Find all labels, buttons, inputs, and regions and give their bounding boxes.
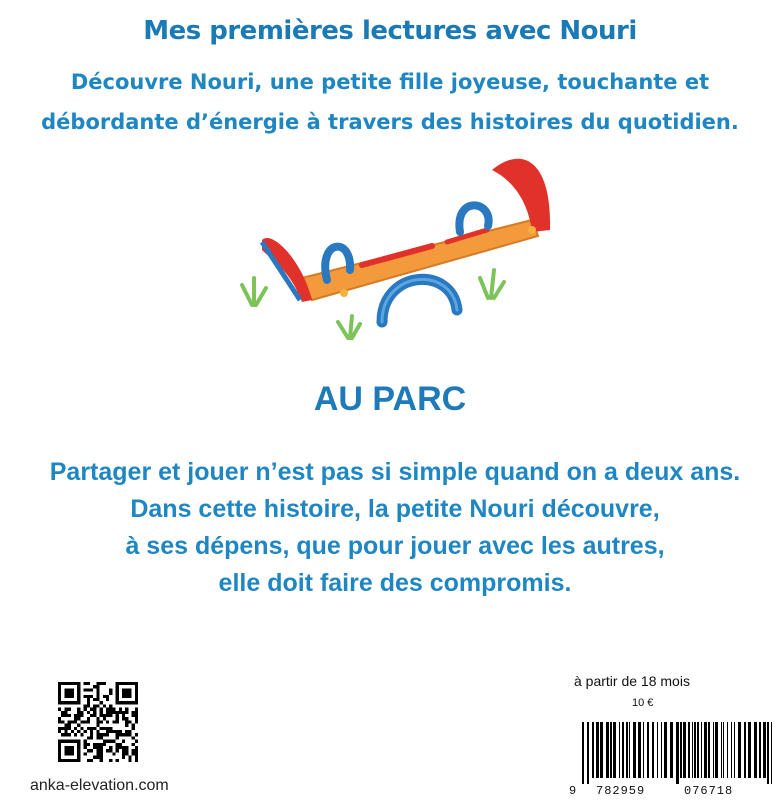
seesaw-seat-right <box>492 159 550 232</box>
isbn-group-2: 076718 <box>684 784 734 798</box>
summary-line: Dans cette histoire, la petite Nouri découvre, <box>130 495 660 523</box>
seesaw-illustration <box>232 150 562 350</box>
series-description <box>0 62 780 142</box>
summary-line: Partager et jouer n’est pas si simple quand on a deux ans. <box>49 458 741 486</box>
seesaw-seat-left <box>262 238 312 302</box>
barcode-box <box>566 716 780 812</box>
summary-line: à ses dépens, que pour jouer avec les autres, <box>125 532 665 560</box>
website-link[interactable]: anka-elevation.com <box>30 777 169 794</box>
series-description-line: Découvre Nouri, une petite fille joyeuse, touchante et <box>70 70 710 94</box>
isbn-lead-digit: 9 <box>569 784 577 798</box>
age-label: à partir de 18 mois <box>574 673 690 689</box>
series-description-line: débordante d’énergie à travers des histoires du quotidien. <box>41 110 739 134</box>
summary-line: elle doit faire des compromis. <box>218 569 572 597</box>
series-title: Mes premières lectures avec Nouri <box>143 16 637 46</box>
book-title: AU PARC <box>313 380 467 418</box>
price-label: 10 € <box>632 697 654 709</box>
seesaw-handle <box>459 205 488 232</box>
book-summary <box>0 454 780 602</box>
isbn-group-1: 782959 <box>596 784 646 798</box>
qr-code-icon[interactable] <box>58 682 138 762</box>
barcode-icon <box>582 722 774 784</box>
